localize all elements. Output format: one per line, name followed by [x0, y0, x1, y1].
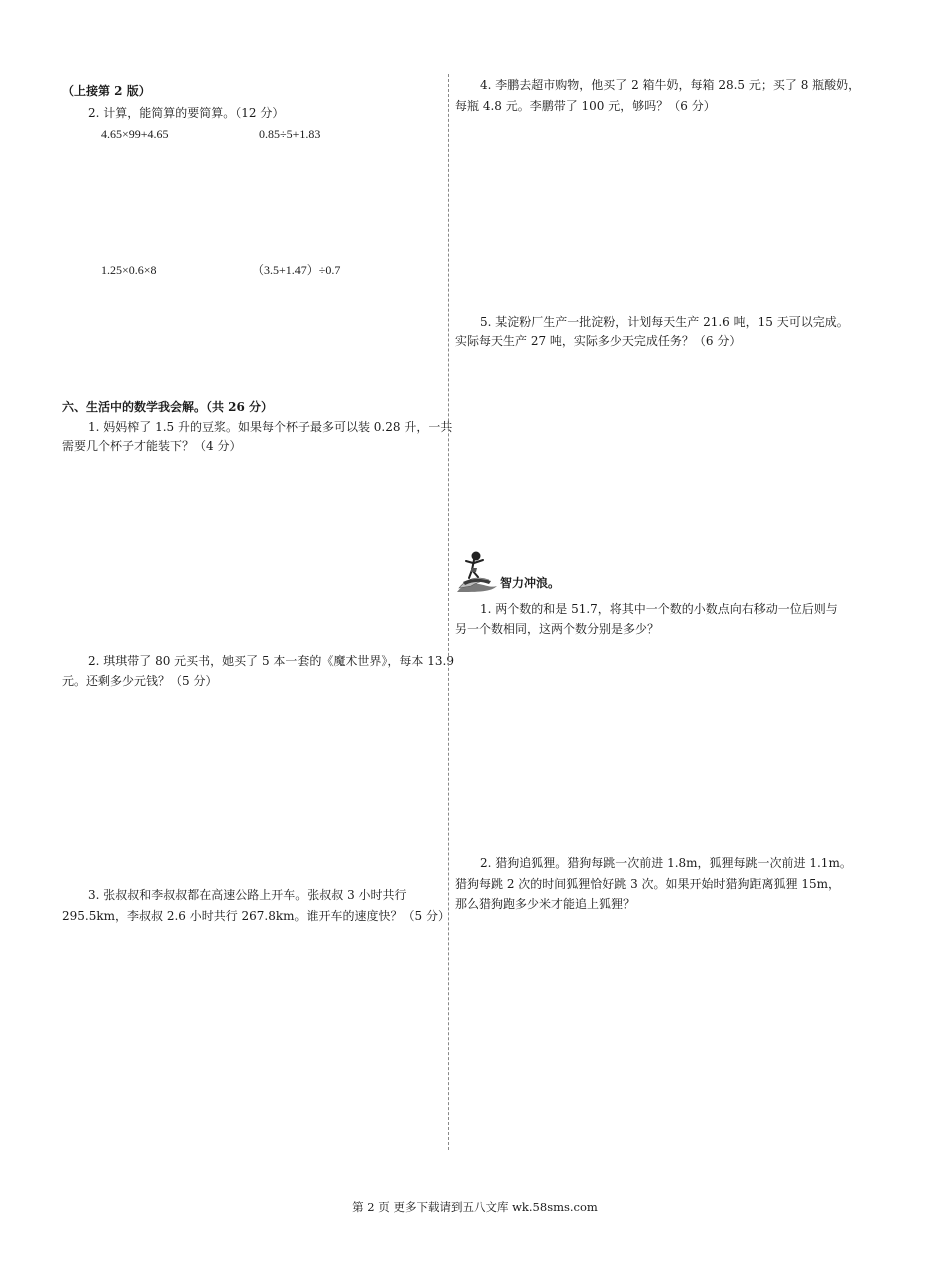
surfer-icon [455, 548, 499, 594]
brain-q2-line-3: 那么猎狗跑多少米才能追上狐狸？ [455, 897, 636, 911]
formula-4: （3.5+1.47）÷0.7 [252, 263, 341, 277]
q4-line-1: 4. 李鹏去超市购物，他买了 2 箱牛奶，每箱 28.5 元；买了 8 瓶酸奶， [480, 78, 861, 92]
q3-line-2: 295.5km，李叔叔 2.6 小时共行 267.8km。谁开车的速度快？（5 分） [62, 909, 450, 923]
q5-line-1: 5. 某淀粉厂生产一批淀粉，计划每天生产 21.6 吨，15 天可以完成。 [480, 315, 849, 329]
brain-q1-line-1: 1. 两个数的和是 51.7，将其中一个数的小数点向右移动一位后则与 [480, 602, 838, 616]
q2-line-2: 元。还剩多少元钱？（5 分） [62, 674, 218, 688]
column-divider [448, 74, 449, 1150]
q5-line-2: 实际每天生产 27 吨，实际多少天完成任务？（6 分） [455, 334, 742, 348]
q2-line-1: 2. 琪琪带了 80 元买书，她买了 5 本一套的《魔术世界》，每本 13.9 [88, 654, 454, 668]
formula-2: 0.85÷5+1.83 [259, 127, 321, 141]
brain-wave-title: 智力冲浪。 [500, 576, 561, 590]
q3-line-1: 3. 张叔叔和李叔叔都在高速公路上开车。张叔叔 3 小时共行 [88, 888, 407, 902]
formula-1: 4.65×99+4.65 [101, 127, 169, 141]
section-six-title: 六、生活中的数学我会解。（共 26 分） [62, 400, 274, 414]
brain-q1-line-2: 另一个数相同，这两个数分别是多少？ [455, 622, 660, 636]
continued-note: （上接第 2 版） [62, 84, 151, 98]
page-footer: 第 2 页 更多下载请到五八文库 wk.58sms.com [352, 1200, 598, 1214]
formula-3: 1.25×0.6×8 [101, 263, 157, 277]
brain-q2-line-1: 2. 猎狗追狐狸。猎狗每跳一次前进 1.8m，狐狸每跳一次前进 1.1m。 [480, 856, 852, 870]
q1-line-1: 1. 妈妈榨了 1.5 升的豆浆。如果每个杯子最多可以装 0.28 升，一共 [88, 420, 453, 434]
q4-line-2: 每瓶 4.8 元。李鹏带了 100 元，够吗？（6 分） [455, 99, 716, 113]
calc-question-title: 2. 计算，能简算的要简算。（12 分） [88, 106, 285, 120]
q1-line-2: 需要几个杯子才能装下？（4 分） [62, 439, 242, 453]
brain-q2-line-2: 猎狗每跳 2 次的时间狐狸恰好跳 3 次。如果开始时猎狗距离狐狸 15m， [455, 877, 840, 891]
